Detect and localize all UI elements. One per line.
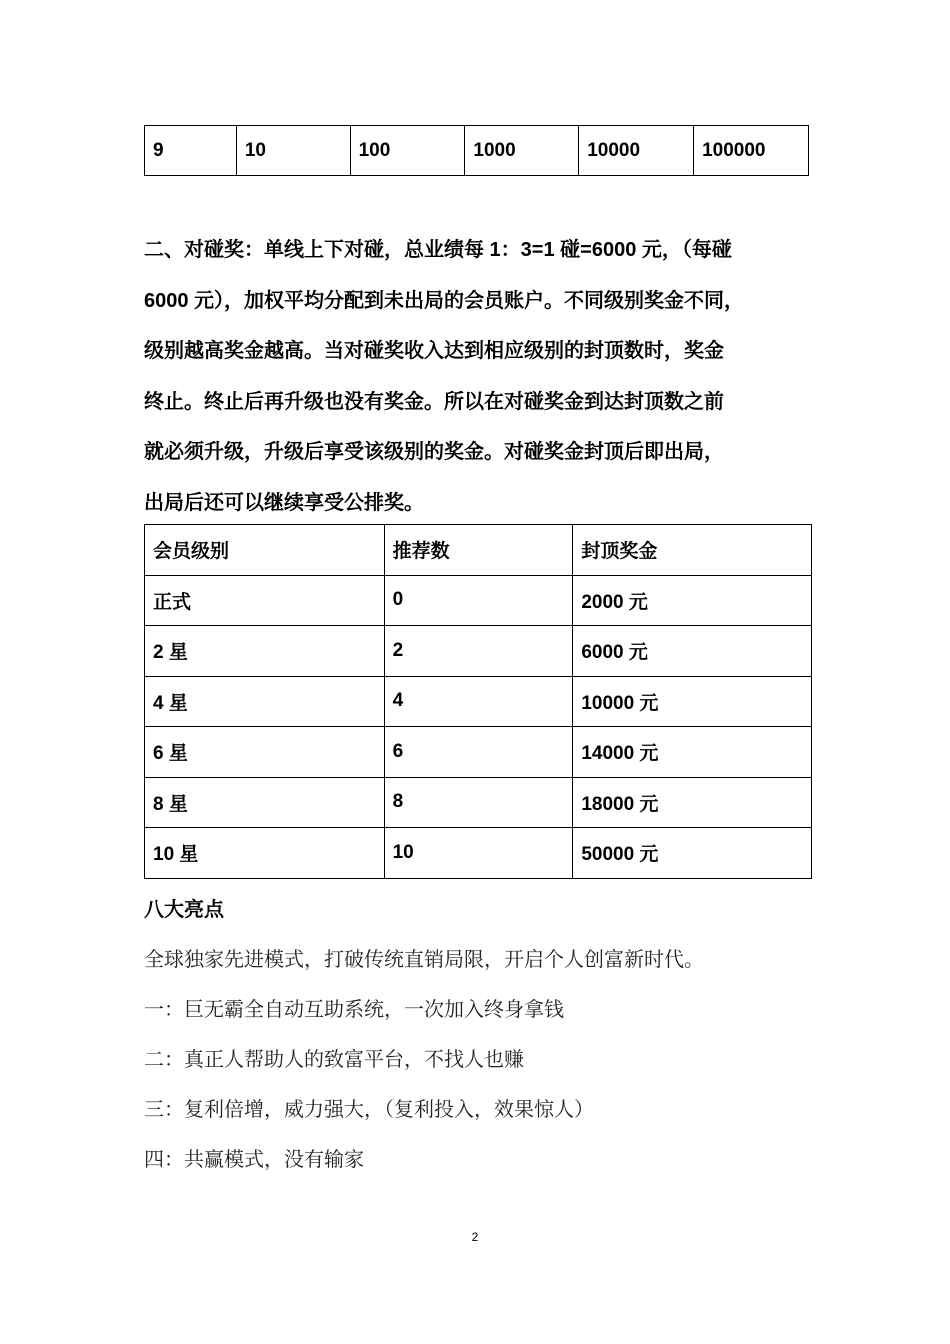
highlights-intro: 全球独家先进模式，打破传统直销局限，开启个人创富新时代。	[144, 947, 704, 971]
table-cell: 10 星	[145, 828, 385, 879]
highlight-item: 一：巨无霸全自动互助系统，一次加入终身拿钱	[144, 997, 564, 1021]
paragraph-line: 终止。终止后再升级也没有奖金。所以在对碰奖金到达封顶数之前	[144, 390, 724, 413]
table-header-cell: 会员级别	[145, 525, 385, 576]
table-cell: 1000	[465, 126, 579, 176]
payout-multiplier-table	[144, 125, 809, 176]
highlight-item: 三：复利倍增，威力强大，（复利投入，效果惊人）	[144, 1097, 594, 1121]
table-cell: 10	[384, 828, 573, 879]
table-cell: 9	[145, 126, 237, 176]
table-row	[145, 626, 812, 677]
table-row	[145, 727, 812, 778]
table-cell: 2	[384, 626, 573, 677]
page-number: 2	[471, 1230, 479, 1244]
table-cell: 100	[350, 126, 465, 176]
table-cell: 10000 元	[573, 676, 812, 727]
table-cell: 4	[384, 676, 573, 727]
table-cell: 18000 元	[573, 777, 812, 828]
table-row	[145, 676, 812, 727]
table-cell: 10000	[579, 126, 694, 176]
highlight-item: 二：真正人帮助人的致富平台，不找人也赚	[144, 1047, 524, 1071]
highlights-heading: 八大亮点	[144, 899, 224, 921]
table-cell: 14000 元	[573, 727, 812, 778]
table-cell: 0	[384, 575, 573, 626]
paragraph-line: 级别越高奖金越高。当对碰奖收入达到相应级别的封顶数时，奖金	[144, 340, 724, 362]
table-row	[145, 126, 809, 176]
paragraph-line: 出局后还可以继续享受公排奖。	[144, 491, 424, 514]
table-row	[145, 575, 812, 626]
table-header-cell: 封顶奖金	[573, 525, 812, 576]
paragraph-line: 二、对碰奖：单线上下对碰，总业绩每 1：3=1 碰=6000 元，（每碰	[144, 239, 732, 261]
table-cell: 2000 元	[573, 575, 812, 626]
pairing-bonus-paragraph	[144, 225, 824, 528]
member-level-table	[144, 524, 812, 879]
table-cell: 2 星	[145, 626, 385, 677]
table-cell: 8 星	[145, 777, 385, 828]
table-cell: 50000 元	[573, 828, 812, 879]
table-row	[145, 777, 812, 828]
table-cell: 正式	[145, 575, 385, 626]
table-cell: 100000	[694, 126, 809, 176]
table-cell: 6 星	[145, 727, 385, 778]
paragraph-line: 就必须升级，升级后享受该级别的奖金。对碰奖金封顶后即出局，	[144, 441, 724, 463]
table-cell: 10	[236, 126, 350, 176]
table-row	[145, 828, 812, 879]
table-cell: 6	[384, 727, 573, 778]
highlight-item: 四：共赢模式，没有输家	[144, 1147, 364, 1171]
table-header-cell: 推荐数	[384, 525, 573, 576]
table-cell: 4 星	[145, 676, 385, 727]
table-header-row	[145, 525, 812, 576]
table-cell: 8	[384, 777, 573, 828]
table-cell: 6000 元	[573, 626, 812, 677]
paragraph-line: 6000 元），加权平均分配到未出局的会员账户。不同级别奖金不同，	[144, 289, 745, 312]
